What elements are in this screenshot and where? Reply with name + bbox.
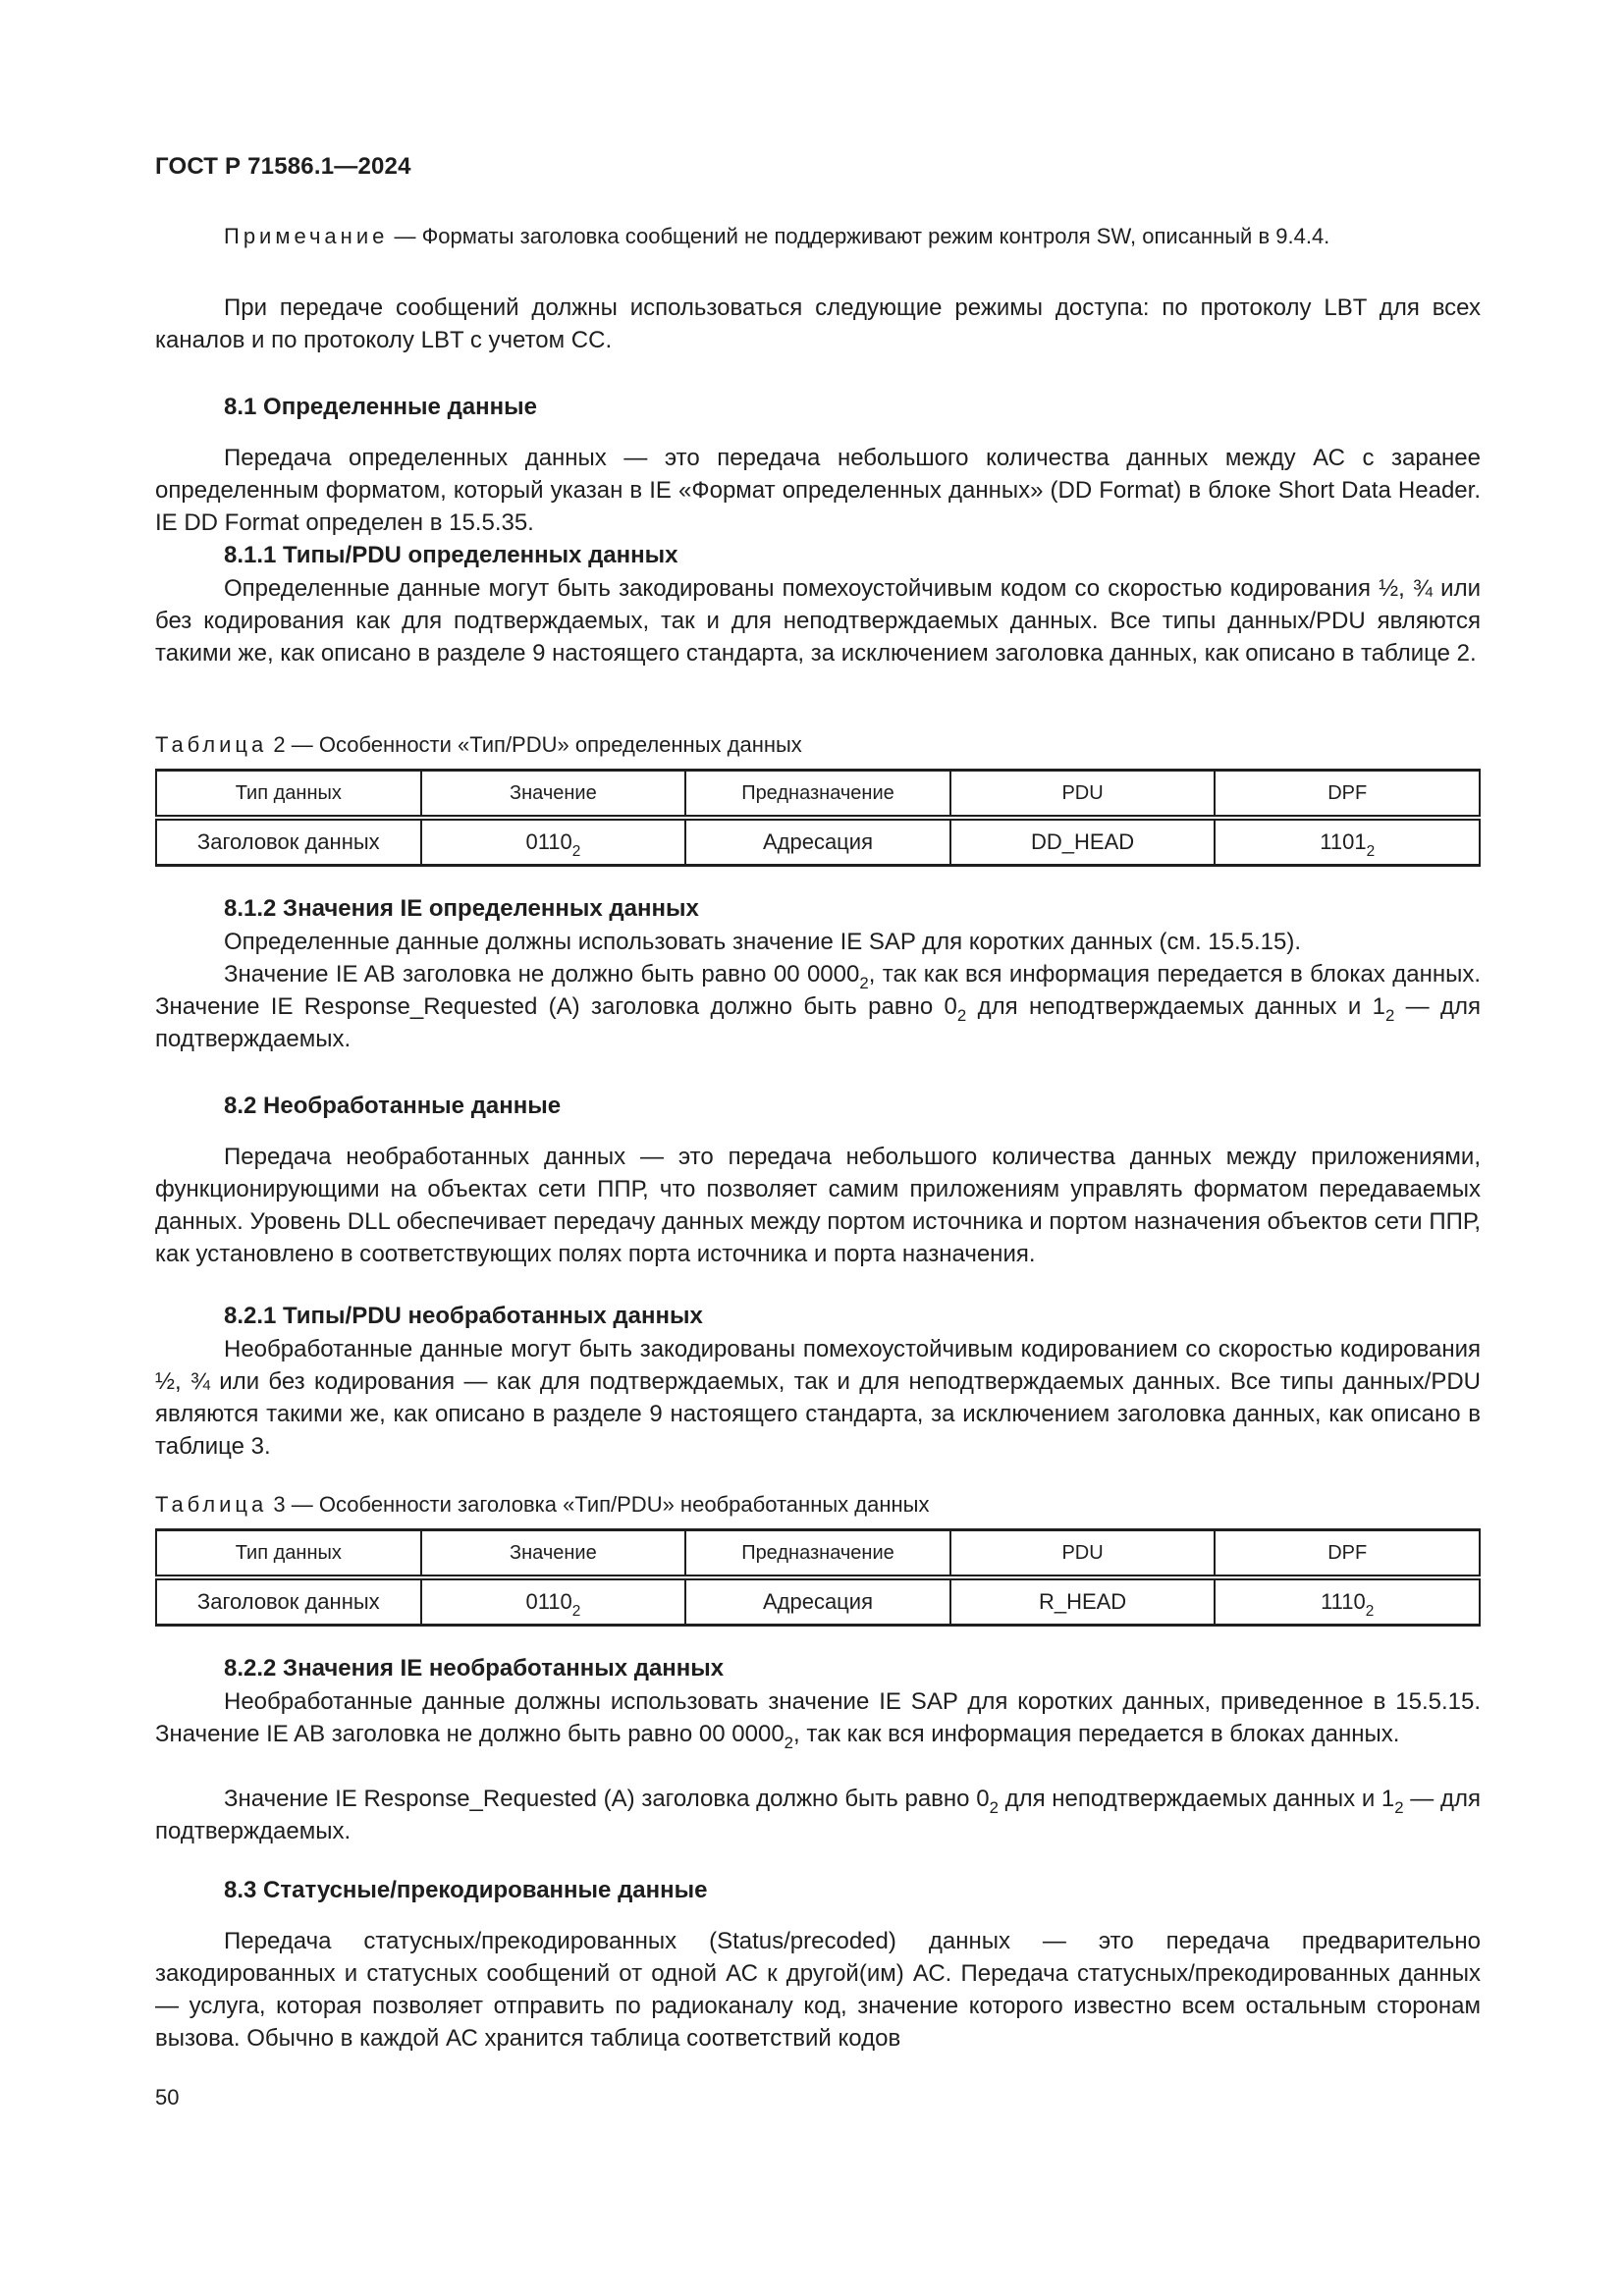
table-row bbox=[156, 818, 1480, 866]
section-8-1-heading: 8.1 Определенные данные bbox=[224, 394, 537, 420]
cell-dpf: $1110_2$ bbox=[1215, 1577, 1480, 1626]
cell-value: $0110_2$ bbox=[421, 1577, 686, 1626]
section-8-2-2-heading: 8.2.2 Значения IE необработанных данных bbox=[224, 1655, 725, 1682]
cell-type: Заголовок данных bbox=[156, 1577, 421, 1626]
cell-type: Заголовок данных bbox=[156, 818, 421, 866]
document-header: ГОСТ Р 71586.1—2024 bbox=[155, 153, 411, 180]
table-header-row bbox=[156, 1530, 1480, 1578]
section-8-2-heading: 8.2 Необработанные данные bbox=[224, 1093, 562, 1119]
cell-purpose: Адресация bbox=[685, 818, 950, 866]
section-8-3-heading: 8.3 Статусные/прекодированные данные bbox=[224, 1877, 708, 1903]
cell-pdu: DD_HEAD bbox=[950, 818, 1216, 866]
note-label: Примечание bbox=[224, 224, 389, 248]
page-number: 50 bbox=[155, 2085, 180, 2109]
section-8-1-2-heading: 8.1.2 Значения IE определенных данных bbox=[224, 895, 699, 922]
table-2 bbox=[155, 769, 1481, 867]
column-header: Предназначение bbox=[685, 1530, 950, 1578]
column-header: DPF bbox=[1215, 771, 1480, 819]
section-8-2-1-paragraph: Необработанные данные могут быть закодированы помехоустойчивым кодированием со скоростью кодирования ½, ¾ или без кодирования — как для подтверждаемых, так и для неподтверждаемых данных. Все типы данных/PDU являются такими же, как описано в разделе 9 настоящего стандарта, за исключением заголовка данных, как описано в таблице 3. bbox=[155, 1336, 1481, 1460]
section-8-2-paragraph: Передача необработанных данных — это передача небольшого количества данных между приложениями, функционирующими на объектах сети ППР, что позволяет самим приложениям управлять форматом передаваемых данных. Уровень DLL обеспечивает передачу данных между портом источника и портом назначения объектов сети ППР, как установлено в соответствующих полях порта источника и порта назначения. bbox=[155, 1144, 1481, 1267]
section-8-2-2-paragraph-2: Значение IE Response_Requested (A) заголовка должно быть равно $0_2$ для неподтверждаемых данных и $1_2$ — для подтверждаемых. bbox=[155, 1786, 1481, 1844]
table-header-row bbox=[156, 771, 1480, 819]
section-8-1-1-paragraph: Определенные данные могут быть закодированы помехоустойчивым кодом со скоростью кодирования ½, ¾ или без кодирования как для подтверждаемых, так и для неподтверждаемых данных. Все типы данных/PDU являются такими же, как описано в разделе 9 настоящего стандарта, за исключением заголовка данных, как описано в таблице 2. bbox=[155, 575, 1481, 667]
cell-purpose: Адресация bbox=[685, 1577, 950, 1626]
table-3 bbox=[155, 1528, 1481, 1627]
column-header: Значение bbox=[421, 771, 686, 819]
table-2-caption: Таблица 2 — Особенности «Тип/PDU» определенных данных bbox=[155, 732, 802, 757]
column-header: Предназначение bbox=[685, 771, 950, 819]
column-header: Тип данных bbox=[156, 1530, 421, 1578]
column-header: Тип данных bbox=[156, 771, 421, 819]
column-header: DPF bbox=[1215, 1530, 1480, 1578]
section-8-1-2-paragraph-2: Значение IE AB заголовка не должно быть равно 00 $0000_2$, так как вся информация передается в блоках данных. Значение IE Response_Requested (A) заголовка должно быть равно $0_2$ для неподтверждаемых данных и $1_2$ — для подтверждаемых. bbox=[155, 961, 1481, 1052]
column-header: PDU bbox=[950, 771, 1216, 819]
note-paragraph: Примечание — Форматы заголовка сообщений не поддерживают режим контроля SW, описанный в 9.4.4. bbox=[224, 224, 1330, 248]
section-8-3-paragraph: Передача статусных/прекодированных (Status/precoded) данных — это передача предварительно закодированных и статусных сообщений от одной АС к другой(им) АС. Передача статусных/прекодированных данных — услуга, которая позволяет отправить по радиоканалу код, значение которого известно всем остальным сторонам вызова. Обычно в каждой АС хранится таблица соответствий кодов bbox=[155, 1928, 1481, 2052]
section-8-1-1-heading: 8.1.1 Типы/PDU определенных данных bbox=[224, 542, 678, 568]
cell-value: $0110_2$ bbox=[421, 818, 686, 866]
cell-pdu: R_HEAD bbox=[950, 1577, 1216, 1626]
table-row bbox=[156, 1577, 1480, 1626]
section-8-1-paragraph: Передача определенных данных — это передача небольшого количества данных между АС с заранее определенным форматом, который указан в IE «Формат определенных данных» (DD Format) в блоке Short Data Header. IE DD Format определен в 15.5.35. bbox=[155, 445, 1481, 536]
section-8-2-2-paragraph-1: Необработанные данные должны использовать значение IE SAP для коротких данных, приведенное в 15.5.15. Значение IE AB заголовка не должно быть равно 00 $0000_2$, так как вся информация передается в блоках данных. bbox=[155, 1688, 1481, 1752]
column-header: Значение bbox=[421, 1530, 686, 1578]
table-3-caption: Таблица 3 — Особенности заголовка «Тип/PDU» необработанных данных bbox=[155, 1492, 930, 1517]
intro-paragraph: При передаче сообщений должны использоваться следующие режимы доступа: по протоколу LBT для всех каналов и по протоколу LBT с учетом СС. bbox=[155, 294, 1481, 353]
section-8-2-1-heading: 8.2.1 Типы/PDU необработанных данных bbox=[224, 1303, 703, 1329]
column-header: PDU bbox=[950, 1530, 1216, 1578]
cell-dpf: $1101_2$ bbox=[1215, 818, 1480, 866]
section-8-1-2-paragraph-1: Определенные данные должны использовать значение IE SAP для коротких данных (см. 15.5.15). bbox=[224, 929, 1302, 955]
